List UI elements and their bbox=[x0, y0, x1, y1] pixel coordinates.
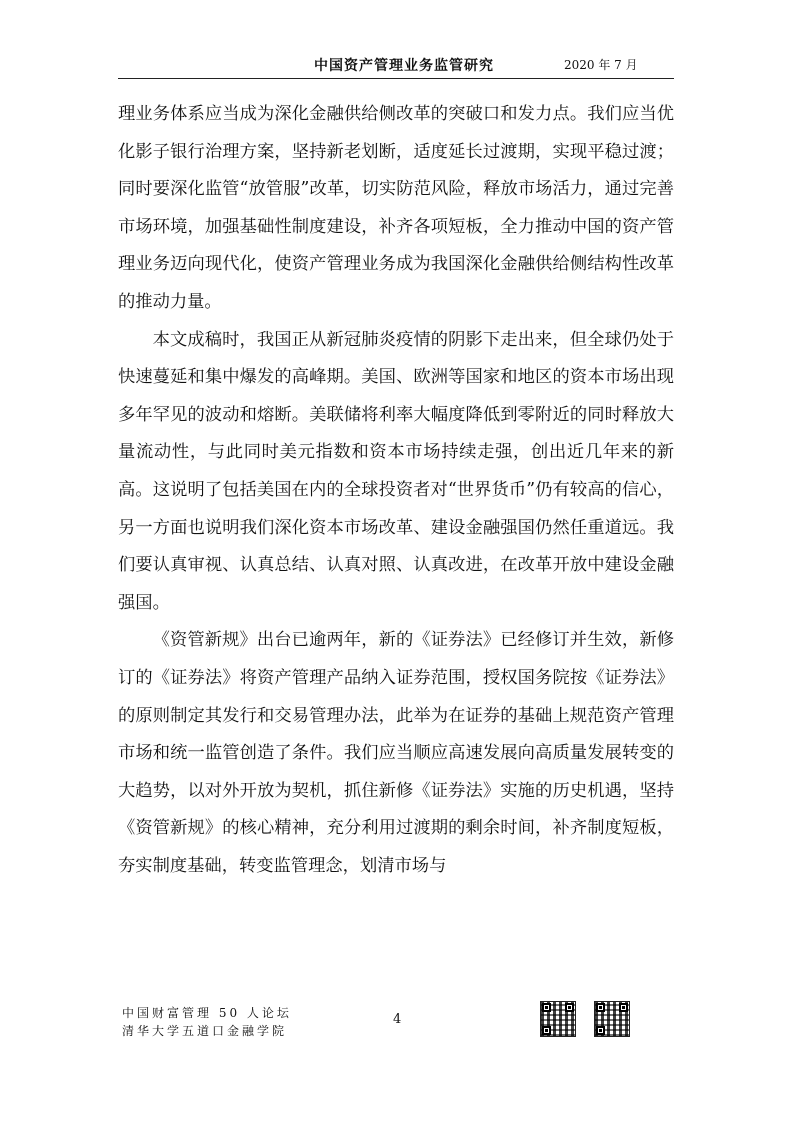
body-text bbox=[118, 96, 674, 885]
footer-org-line-2: 清华大学五道口金融学院 bbox=[122, 1024, 288, 1038]
footer-org-line-1: 中国财富管理 50 人论坛 bbox=[122, 1006, 292, 1020]
paragraph-3: 《资管新规》出台已逾两年，新的《证券法》已经修订并生效，新修订的《证券法》将资产管理产品纳入证券范围，授权国务院按《证券法》的原则制定其发行和交易管理办法，此举为在证券的基础上规范资产管理市场和统一监管创造了条件。我们应当顺应高速发展向高质量发展转变的大趋势，以对外开放为契机，抓住新修《证券法》实施的历史机遇，坚持《资管新规》的核心精神，充分利用过渡期的剩余时间，补齐制度短板，夯实制度基础，转变监管理念，划清市场与 bbox=[118, 630, 674, 876]
qr-code-icon bbox=[540, 1001, 576, 1037]
header-divider bbox=[118, 78, 674, 79]
paragraph-2: 本文成稿时，我国正从新冠肺炎疫情的阴影下走出来，但全球仍处于快速蔓延和集中爆发的高峰期。美国、欧洲等国家和地区的资本市场出现多年罕见的波动和熔断。美联储将利率大幅度降低到零附近的同时释放大量流动性，与此同时美元指数和资本市场持续走强，创出近几年来的新高。这说明了包括美国在内的全球投资者对“世界货币”仍有较高的信心，另一方面也说明我们深化资本市场改革、建设金融强国仍然任重道远。我们要认真审视、认真总结、认真对照、认真改进，在改革开放中建设金融强国。 bbox=[118, 329, 674, 613]
document-date: 2020 年 7 月 bbox=[564, 58, 638, 72]
footer-organization bbox=[122, 1004, 292, 1040]
page-header bbox=[118, 52, 674, 76]
document-title: 中国资产管理业务监管研究 bbox=[314, 58, 494, 74]
page-number: 4 bbox=[393, 1012, 402, 1027]
paragraph-1: 理业务体系应当成为深化金融供给侧改革的突破口和发力点。我们应当优化影子银行治理方案，坚持新老划断，适度延长过渡期，实现平稳过渡；同时要深化监管“放管服”改革，切实防范风险，释放市场活力，通过完善市场环境，加强基础性制度建设，补齐各项短板，全力推动中国的资产管理业务迈向现代化，使资产管理业务成为我国深化金融供给侧结构性改革的推动力量。 bbox=[118, 104, 674, 312]
qr-code-icon bbox=[594, 1001, 630, 1037]
